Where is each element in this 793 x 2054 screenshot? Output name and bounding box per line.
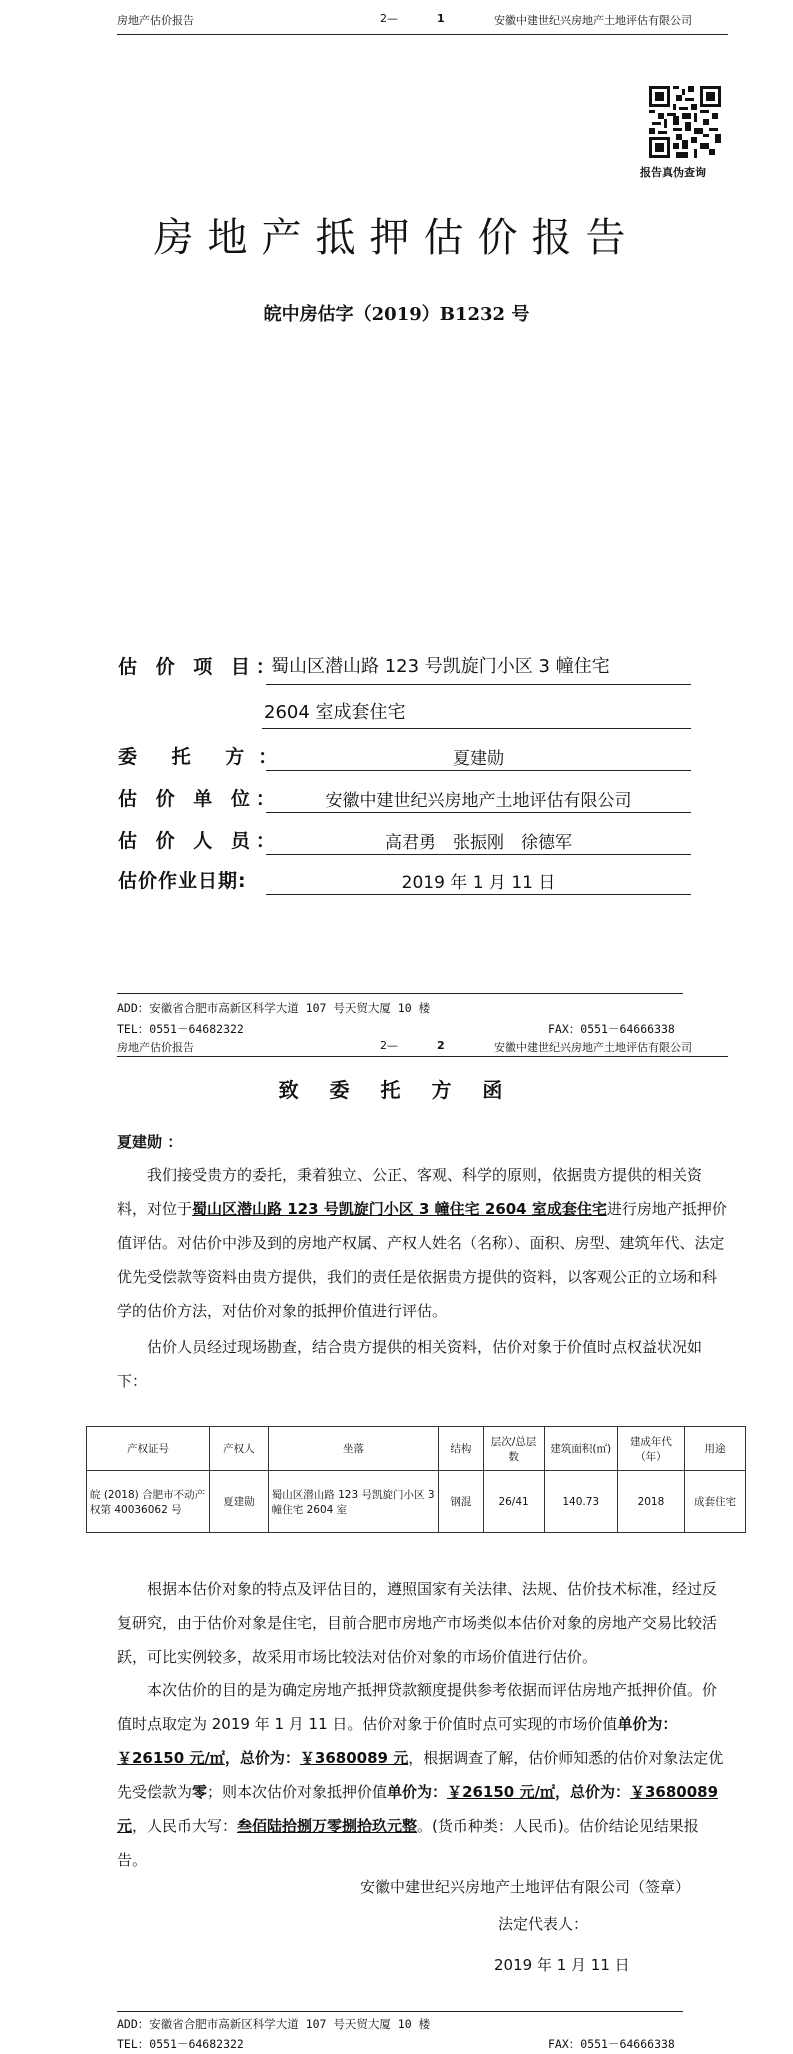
p4-mortgage-total-label: ，总价为：: [554, 1783, 630, 1801]
letter-paragraph-4: [117, 1673, 728, 1877]
letter-title: 致 委 托 方 函: [278, 1078, 515, 1102]
th-floors: 层次/总层数: [483, 1427, 544, 1471]
th-use: 用途: [685, 1427, 746, 1471]
qr-caption: 报告真伪查询: [640, 166, 706, 179]
th-year: 建成年代（年）: [617, 1427, 684, 1471]
client-underline: [266, 770, 691, 771]
header-left: 房地产估价报告: [117, 14, 194, 27]
header-rule: [117, 34, 728, 35]
p1-text-a: 我们接受贵方的委托，秉着独立、公正、客观、科学的原则，依据贵方提供的相关资料，对位于: [117, 1166, 703, 1218]
p4-text-i: 。(货币种类：人民币)。估价结论见结果报告。: [117, 1817, 699, 1869]
table-row: [87, 1471, 746, 1533]
td-cert: 皖 (2018) 合肥市不动产权第 40036062 号: [87, 1471, 210, 1533]
footer-address: ADD：安徽省合肥市高新区科学大道 107 号天贸大厦 10 楼: [117, 1001, 431, 1015]
header-page-prefix: 2—: [380, 12, 398, 25]
qr-code-icon[interactable]: [649, 86, 721, 162]
header2-page-number: 2: [437, 1039, 445, 1052]
p4-mortgage-unit-price: ￥26150 元/㎡: [447, 1783, 555, 1801]
letter-salutation: 夏建勋 ：: [117, 1133, 183, 1151]
client-value: 夏建勋: [453, 749, 504, 769]
p2-text: 估价人员经过现场勘查，结合贵方提供的相关资料，估价对象于价值时点权益状况如下：: [117, 1338, 703, 1390]
p1-text-b: 进行房地产抵押价值评估。对估价中涉及到的房地产权属、产权人姓名（名称）、面积、房型、建筑年代、法定优先受偿款等资料由贵方提供，我们的责任是依据贵方提供的资料，以客观公正的立场和科学的估价方法，对估价对象的抵押价值进行评估。: [117, 1200, 727, 1320]
td-area: 140.73: [544, 1471, 617, 1533]
th-structure: 结构: [439, 1427, 483, 1471]
header2-rule: [117, 1056, 728, 1057]
p4-text-a: 本次估价的目的是为确定房地产抵押贷款额度提供参考依据而评估房地产抵押价值。价值时点取定为 2019 年 1 月 11 日。估价对象于价值时点可实现的市场价值: [117, 1681, 718, 1733]
staff-label: 估 价 人 员：: [118, 830, 281, 852]
project-underline-2: [262, 728, 691, 729]
footer-tel: TEL：0551－64682322: [117, 1022, 244, 1036]
footer2-address: ADD：安徽省合肥市高新区科学大道 107 号天贸大厦 10 楼: [117, 2017, 431, 2031]
th-location: 坐落: [268, 1427, 438, 1471]
p4-text-g: ，人民币大写：: [132, 1817, 238, 1835]
th-cert: 产权证号: [87, 1427, 210, 1471]
project-label: 估 价 项 目：: [118, 656, 281, 678]
footer2-rule: [117, 2011, 683, 2012]
sign-date: 2019 年 1 月 11 日: [494, 1956, 630, 1974]
project-underline-1: [266, 684, 691, 685]
sign-representative: 法定代表人：: [498, 1915, 589, 1933]
staff-underline: [266, 854, 691, 855]
td-location: 蜀山区潜山路 123 号凯旋门小区 3 幢住宅 2604 室: [268, 1471, 438, 1533]
p3-text: 根据本估价对象的特点及评估目的，遵照国家有关法律、法规、估价技术标准，经过反复研究，由于估价对象是住宅，目前合肥市房地产市场类似本估价对象的房地产交易比较活跃，可比实例较多，故采用市场比较法对估价对象的市场价值进行估价。: [117, 1580, 718, 1666]
header2-page-prefix: 2—: [380, 1039, 398, 1052]
client-label: 委 托 方：: [118, 746, 292, 768]
p4-text-e: ；则本次估价对象抵押价值: [207, 1783, 388, 1801]
staff-value: 高君勇 张振刚 徐德军: [385, 833, 572, 853]
th-owner: 产权人: [209, 1427, 268, 1471]
p4-text-c: ，根据调查了解，估价师知悉的估价对象法定优先受偿款为: [117, 1749, 724, 1801]
letter-paragraph-3: [117, 1572, 728, 1674]
date-value: 2019 年 1 月 11 日: [401, 873, 556, 893]
footer-fax: FAX：0551－64666338: [548, 1022, 675, 1036]
footer2-fax: FAX：0551－64666338: [548, 2037, 675, 2051]
p4-mortgage-total-price: ￥3680089 元: [117, 1783, 719, 1835]
p4-market-unit-price: ￥26150 元/㎡: [117, 1749, 225, 1767]
report-title: 房地产抵押估价报告: [153, 215, 640, 261]
p4-amount-in-words: 叁佰陆拾捌万零捌拾玖元整: [237, 1817, 418, 1835]
p1-address: 蜀山区潜山路 123 号凯旋门小区 3 幢住宅 2604 室成套住宅: [192, 1200, 607, 1218]
header2-right: 安徽中建世纪兴房地产土地评估有限公司: [494, 1041, 692, 1054]
date-underline: [266, 894, 691, 895]
th-area: 建筑面积(㎡): [544, 1427, 617, 1471]
report-number: 皖中房估字（2019）B1232 号: [263, 304, 530, 325]
footer-rule: [117, 993, 683, 994]
unit-label: 估 价 单 位：: [118, 788, 281, 810]
property-table: [86, 1426, 746, 1533]
td-structure: 钢混: [439, 1471, 483, 1533]
p4-mortgage-unit-label: 单价为：: [387, 1783, 448, 1801]
td-floors: 26/41: [483, 1471, 544, 1533]
letter-paragraph-2: [117, 1330, 728, 1398]
project-value-line1: 蜀山区潜山路 123 号凯旋门小区 3 幢住宅: [271, 656, 610, 677]
p4-market-unit-label: 单价为：: [617, 1715, 678, 1733]
project-value-line2: 2604 室成套住宅: [264, 702, 406, 723]
footer2-tel: TEL：0551－64682322: [117, 2037, 244, 2051]
p4-market-total-price: ￥3680089 元: [299, 1749, 409, 1767]
unit-value: 安徽中建世纪兴房地产土地评估有限公司: [325, 791, 632, 811]
header2-left: 房地产估价报告: [117, 1041, 194, 1054]
date-label: 估价作业日期:: [118, 870, 247, 892]
p4-market-total-label: ，总价为：: [224, 1749, 300, 1767]
td-year: 2018: [617, 1471, 684, 1533]
sign-company: 安徽中建世纪兴房地产土地评估有限公司（签章）: [360, 1878, 691, 1896]
header-page-number: 1: [437, 12, 445, 25]
td-use: 成套住宅: [685, 1471, 746, 1533]
letter-paragraph-1: [117, 1158, 728, 1328]
header-right: 安徽中建世纪兴房地产土地评估有限公司: [494, 14, 692, 27]
td-owner: 夏建勋: [209, 1471, 268, 1533]
unit-underline: [266, 812, 691, 813]
p4-priority-amount: 零: [192, 1783, 208, 1801]
